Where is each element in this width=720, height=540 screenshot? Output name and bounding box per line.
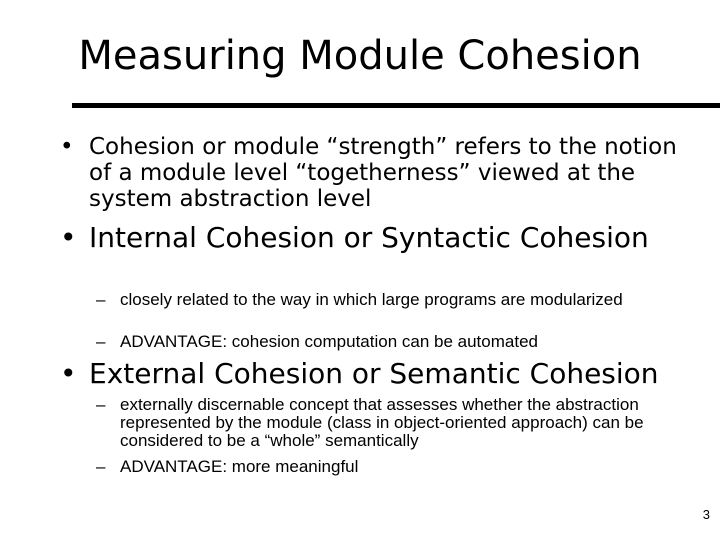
sub-bullet-text: externally discernable concept that assesses whether the abstraction represented by the module (class in object-oriented approach) can be considered to be a “whole” semantically [120, 395, 644, 450]
sub-bullet-text: ADVANTAGE: cohesion computation can be automated [120, 332, 538, 351]
sub-bullet-item [96, 396, 696, 450]
bullet-marker: • [60, 134, 74, 160]
sub-bullet-text: closely related to the way in which large programs are modularized [120, 290, 623, 309]
slide-title: Measuring Module Cohesion [78, 33, 642, 79]
bullet-item [60, 222, 700, 253]
bullet-text: External Cohesion or Semantic Cohesion [89, 357, 659, 390]
sub-bullet-marker: – [96, 457, 106, 476]
sub-bullet-marker: – [96, 290, 106, 309]
bullet-text: Cohesion or module “strength” refers to the notion of a module level “togetherness” viewed at the system abstraction level [89, 134, 677, 212]
sub-bullet-item [96, 333, 656, 351]
sub-bullet-marker: – [96, 332, 106, 351]
bullet-item [60, 358, 710, 389]
sub-bullet-marker: – [96, 395, 106, 414]
page-number: 3 [702, 507, 710, 522]
bullet-marker: • [60, 221, 77, 254]
bullet-text: Internal Cohesion or Syntactic Cohesion [89, 221, 649, 254]
title-divider [72, 103, 720, 108]
sub-bullet-item [96, 291, 636, 309]
sub-bullet-item [96, 458, 656, 476]
sub-bullet-text: ADVANTAGE: more meaningful [120, 457, 359, 476]
bullet-item [60, 134, 700, 212]
bullet-marker: • [60, 357, 77, 390]
